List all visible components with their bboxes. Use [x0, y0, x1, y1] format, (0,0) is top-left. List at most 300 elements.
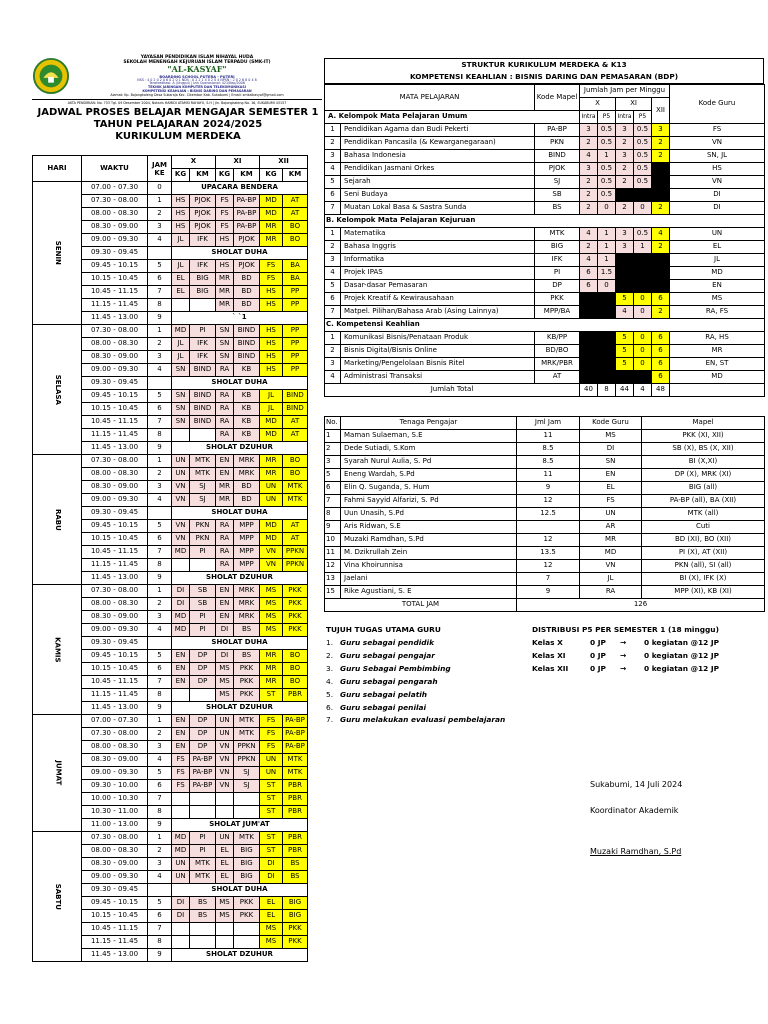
teacher-subject-cell: BIG: [283, 910, 308, 923]
pengajar-col-jml: Jml Jam: [517, 417, 580, 430]
pengajar-cell: 15: [325, 586, 341, 599]
pengajar-total-row: [325, 599, 765, 612]
struktur-cell: EL: [670, 241, 765, 254]
teacher-subject-cell: BIND: [190, 390, 216, 403]
teacher-subject-cell: PI: [190, 546, 216, 559]
letterhead: [32, 55, 322, 103]
teacher-subject-cell: MD: [260, 520, 283, 533]
struktur-cell: DI: [670, 202, 765, 215]
teacher-subject-cell: PJOK: [190, 195, 216, 208]
teacher-subject-cell: MD: [260, 533, 283, 546]
teacher-subject-cell: DP: [190, 728, 216, 741]
struktur-col-x-p5: P5: [598, 111, 616, 124]
struktur-cell: Komunikasi Bisnis/Penataan Produk: [341, 332, 535, 345]
period-cell: 6: [148, 663, 172, 676]
teacher-subject-cell: BO: [283, 676, 308, 689]
period-cell: 5: [148, 650, 172, 663]
teacher-subject-cell: MD: [260, 195, 283, 208]
period-cell: 1: [148, 715, 172, 728]
tugas-item: [326, 714, 505, 727]
struktur-cell: BIND: [535, 150, 580, 163]
struktur-row: [325, 280, 765, 293]
teacher-subject-cell: BIND: [283, 403, 308, 416]
teacher-subject-cell: AT: [283, 416, 308, 429]
activity-cell: SHOLAT DUHA: [172, 637, 308, 650]
teacher-subject-cell: KB: [234, 390, 260, 403]
struktur-col-x: X: [580, 98, 616, 111]
struktur-cell: Projek Kreatif & Kewirausahaan: [341, 293, 535, 306]
teacher-subject-cell: JL: [260, 403, 283, 416]
tugas-list: [326, 637, 505, 727]
struktur-cell: 0: [634, 332, 652, 345]
time-cell: 11.45 - 13.00: [82, 572, 148, 585]
struktur-cell: 5: [616, 345, 634, 358]
teacher-subject-cell: MTK: [234, 832, 260, 845]
teacher-subject-cell: MD: [172, 624, 190, 637]
struktur-table: [324, 84, 765, 397]
period-cell: 5: [148, 767, 172, 780]
p5-distribution: [532, 625, 744, 676]
time-cell: 09.30 - 09.45: [82, 884, 148, 897]
teacher-subject-cell: MPP: [234, 533, 260, 546]
struktur-cell: 4: [652, 228, 670, 241]
teacher-subject-cell: HS: [260, 338, 283, 351]
struktur-total-row: [325, 384, 765, 397]
teacher-subject-cell: MD: [172, 832, 190, 845]
teacher-subject-cell: VN: [172, 533, 190, 546]
struktur-cell: 2: [652, 150, 670, 163]
school-name: "AL-KASYAF": [167, 64, 227, 75]
teacher-subject-cell: [234, 793, 260, 806]
period-cell: 6: [148, 533, 172, 546]
pengajar-cell: Aris Ridwan, S.E: [341, 521, 517, 534]
struktur-cell: 1: [634, 241, 652, 254]
time-cell: 10.15 - 10.45: [82, 910, 148, 923]
teacher-subject-cell: JL: [260, 390, 283, 403]
teacher-subject-cell: FS: [260, 728, 283, 741]
pengajar-cell: 7: [325, 495, 341, 508]
activity-cell: SHOLAT DZUHUR: [172, 572, 308, 585]
struktur-cell: [634, 280, 652, 293]
struktur-cell: MD: [670, 371, 765, 384]
time-cell: 11.15 - 11.45: [82, 689, 148, 702]
pengajar-cell: 7: [517, 573, 580, 586]
struktur-cell: 6: [580, 267, 598, 280]
pengajar-cell: 8: [325, 508, 341, 521]
struktur-cell: 3: [325, 358, 341, 371]
time-cell: 11.15 - 11.45: [82, 559, 148, 572]
struktur-cell: 0.5: [598, 163, 616, 176]
p5-arrow: →: [620, 650, 627, 660]
struktur-cell: 2: [616, 137, 634, 150]
teacher-subject-cell: SJ: [190, 481, 216, 494]
struktur-cell: 0.5: [634, 176, 652, 189]
struktur-row: [325, 332, 765, 345]
page-title: [32, 107, 324, 143]
tugas-item: [326, 689, 505, 702]
pengajar-cell: Uun Unasih, S.Pd: [341, 508, 517, 521]
pengajar-cell: 13.5: [517, 547, 580, 560]
teacher-subject-cell: VN: [260, 559, 283, 572]
period-cell: 3: [148, 741, 172, 754]
period-cell: 9: [148, 702, 172, 715]
time-cell: 09.30 - 09.45: [82, 247, 148, 260]
teacher-subject-cell: MTK: [283, 754, 308, 767]
struktur-body: [325, 124, 765, 397]
pengajar-cell: [517, 521, 580, 534]
teacher-subject-cell: BS: [283, 871, 308, 884]
tugas-item-text: Guru sebagai penilai: [340, 702, 427, 712]
struktur-cell: Muatan Lokal Basa & Sastra Sunda: [341, 202, 535, 215]
teacher-subject-cell: BIG: [283, 897, 308, 910]
school-logo-icon: [32, 57, 70, 95]
tugas-item-number: 1.: [326, 638, 334, 647]
struktur-cell: Bisnis Digital/Bisnis Online: [341, 345, 535, 358]
pengajar-cell: EL: [580, 482, 642, 495]
teacher-subject-cell: AT: [283, 429, 308, 442]
tugas-item-number: 5.: [326, 689, 334, 699]
time-cell: 09.30 - 09.45: [82, 637, 148, 650]
period-cell: [148, 247, 172, 260]
teacher-subject-cell: VN: [172, 494, 190, 507]
struktur-cell: [598, 332, 616, 345]
activity-cell: ` `1: [172, 312, 308, 325]
teacher-subject-cell: SJ: [190, 494, 216, 507]
teacher-subject-cell: MS: [216, 689, 234, 702]
teacher-subject-cell: JL: [172, 338, 190, 351]
teacher-subject-cell: UN: [172, 455, 190, 468]
teacher-subject-cell: PBR: [283, 689, 308, 702]
teacher-subject-cell: MTK: [190, 455, 216, 468]
teacher-subject-cell: PA-BP: [283, 728, 308, 741]
struktur-row: [325, 306, 765, 319]
title-line-1: JADWAL PROSES BELAJAR MENGAJAR SEMESTER 1: [37, 107, 319, 118]
teacher-subject-cell: UN: [216, 715, 234, 728]
teacher-subject-cell: MR: [260, 676, 283, 689]
teacher-subject-cell: PA-BP: [190, 754, 216, 767]
period-cell: 1: [148, 585, 172, 598]
struktur-cell: 7: [325, 306, 341, 319]
pengajar-row: [325, 560, 765, 573]
tugas-item-number: 6.: [326, 702, 334, 712]
activity-cell: SHOLAT DUHA: [172, 507, 308, 520]
period-cell: 3: [148, 858, 172, 871]
pengajar-cell: Eneng Wardah, S.Pd: [341, 469, 517, 482]
teacher-subject-cell: PJOK: [190, 221, 216, 234]
tugas-item-number: 2.: [326, 650, 334, 660]
time-cell: 07.30 - 08.00: [82, 585, 148, 598]
struktur-cell: [652, 163, 670, 176]
struktur-cell: 1.5: [598, 267, 616, 280]
teacher-subject-cell: PBR: [283, 845, 308, 858]
struktur-total-value: 8: [598, 384, 616, 397]
struktur-cell: 0: [598, 280, 616, 293]
tugas-item: [326, 637, 505, 650]
teacher-subject-cell: BS: [234, 624, 260, 637]
time-cell: 09.30 - 09.45: [82, 507, 148, 520]
struktur-cell: 0.5: [634, 150, 652, 163]
schedule-table: [32, 155, 308, 962]
pengajar-cell: DI: [580, 443, 642, 456]
period-cell: 1: [148, 455, 172, 468]
teacher-subject-cell: RA: [216, 364, 234, 377]
period-cell: 4: [148, 364, 172, 377]
tugas-item-number: 7.: [326, 715, 334, 725]
teacher-subject-cell: MD: [172, 845, 190, 858]
time-cell: 07.30 - 08.00: [82, 325, 148, 338]
time-cell: 10.15 - 10.45: [82, 403, 148, 416]
struktur-cell: 2: [616, 176, 634, 189]
p5-jp: 0 JP: [590, 650, 606, 660]
teacher-subject-cell: [216, 936, 234, 949]
sign-place-date: Sukabumi, 14 Juli 2024: [590, 780, 683, 789]
teacher-subject-cell: PP: [283, 364, 308, 377]
struktur-total-empty: [670, 384, 765, 397]
teacher-subject-cell: [234, 806, 260, 819]
time-cell: 11.45 - 13.00: [82, 442, 148, 455]
teacher-subject-cell: HS: [260, 325, 283, 338]
col-xii: XII: [260, 156, 308, 169]
time-cell: 09.00 - 09.30: [82, 234, 148, 247]
teacher-subject-cell: EL: [216, 845, 234, 858]
pengajar-cell: Syarah Nurul Aulia, S. Pd: [341, 456, 517, 469]
pengajar-cell: FS: [580, 495, 642, 508]
struktur-cell: BIG: [535, 241, 580, 254]
teacher-subject-cell: ST: [260, 689, 283, 702]
struktur-cell: [580, 371, 598, 384]
pengajar-cell: 6: [325, 482, 341, 495]
period-cell: 7: [148, 676, 172, 689]
struktur-cell: PJOK: [535, 163, 580, 176]
struktur-cell: [616, 254, 634, 267]
teacher-subject-cell: MD: [260, 208, 283, 221]
teacher-subject-cell: PA-BP: [190, 767, 216, 780]
teacher-subject-cell: [172, 923, 190, 936]
struktur-cell: [634, 254, 652, 267]
col-x-kg: KG: [172, 169, 190, 182]
teacher-subject-cell: RA: [216, 559, 234, 572]
time-cell: 08.30 - 09.00: [82, 754, 148, 767]
teacher-subject-cell: PKN: [190, 520, 216, 533]
pengajar-cell: BD (XI), BO (XII): [642, 534, 765, 547]
struktur-cell: 2: [325, 345, 341, 358]
teacher-subject-cell: BIG: [234, 845, 260, 858]
pengajar-body: [325, 430, 765, 612]
struktur-cell: MTK: [535, 228, 580, 241]
teacher-subject-cell: HS: [260, 351, 283, 364]
time-cell: 11.15 - 11.45: [82, 429, 148, 442]
struktur-cell: [580, 306, 598, 319]
pengajar-cell: 11: [325, 547, 341, 560]
struktur-total-value: 44: [616, 384, 634, 397]
struktur-cell: UN: [670, 228, 765, 241]
struktur-row: [325, 228, 765, 241]
struktur-cell: [652, 267, 670, 280]
teacher-subject-cell: FS: [172, 767, 190, 780]
activity-cell: SHOLAT DZUHUR: [172, 442, 308, 455]
teacher-subject-cell: [172, 806, 190, 819]
teacher-subject-cell: PBR: [283, 832, 308, 845]
teacher-subject-cell: VN: [216, 741, 234, 754]
teacher-subject-cell: EL: [172, 286, 190, 299]
teacher-subject-cell: PKK: [234, 689, 260, 702]
teacher-subject-cell: UN: [260, 767, 283, 780]
period-cell: [148, 884, 172, 897]
teacher-subject-cell: PA-BP: [283, 715, 308, 728]
teacher-subject-cell: HS: [172, 221, 190, 234]
period-cell: 7: [148, 546, 172, 559]
struktur-cell: 2: [652, 202, 670, 215]
pengajar-cell: Dede Sutiadi, S.Kom: [341, 443, 517, 456]
time-cell: 08.30 - 09.00: [82, 611, 148, 624]
struktur-cell: 3: [616, 150, 634, 163]
struktur-cell: PA-BP: [535, 124, 580, 137]
teacher-subject-cell: PPKN: [234, 754, 260, 767]
struktur-cell: [598, 306, 616, 319]
time-cell: 08.30 - 09.00: [82, 481, 148, 494]
col-jamke: JAM KE: [148, 156, 172, 182]
teacher-subject-cell: BD: [234, 481, 260, 494]
teacher-subject-cell: SN: [172, 416, 190, 429]
struktur-row: [325, 189, 765, 202]
teacher-subject-cell: JL: [172, 234, 190, 247]
struktur-cell: 2: [580, 176, 598, 189]
teacher-subject-cell: BD: [234, 494, 260, 507]
teacher-subject-cell: UN: [172, 871, 190, 884]
teacher-subject-cell: FS: [216, 208, 234, 221]
struktur-cell: 6: [580, 280, 598, 293]
period-cell: [148, 637, 172, 650]
struktur-cell: 6: [652, 293, 670, 306]
time-cell: 08.00 - 08.30: [82, 208, 148, 221]
teacher-subject-cell: DI: [216, 624, 234, 637]
struktur-cell: Seni Budaya: [341, 189, 535, 202]
struktur-total-value: 40: [580, 384, 598, 397]
struktur-cell: 1: [598, 254, 616, 267]
struktur-cell: DI: [670, 189, 765, 202]
time-cell: 07.30 - 08.00: [82, 728, 148, 741]
period-cell: 0: [148, 182, 172, 195]
teacher-subject-cell: MS: [216, 676, 234, 689]
teacher-subject-cell: MTK: [283, 494, 308, 507]
teacher-subject-cell: RA: [216, 520, 234, 533]
school-boarding: BOARDING SCHOOL PUTERA - PUTERI: [159, 74, 235, 79]
teacher-subject-cell: EN: [172, 741, 190, 754]
struktur-cell: HS: [670, 163, 765, 176]
day-label: JUMAT: [53, 760, 62, 786]
pengajar-cell: MPP (XI), KB (XI): [642, 586, 765, 599]
day-label: RABU: [53, 508, 62, 531]
time-cell: 11.45 - 13.00: [82, 312, 148, 325]
struktur-cell: 4: [580, 254, 598, 267]
pengajar-cell: 10: [325, 534, 341, 547]
time-cell: 08.00 - 08.30: [82, 468, 148, 481]
struktur-title: [324, 58, 764, 84]
teacher-subject-cell: PKK: [283, 585, 308, 598]
struktur-row: [325, 176, 765, 189]
struktur-cell: EN: [670, 280, 765, 293]
teacher-subject-cell: RA: [216, 390, 234, 403]
struktur-cell: 3: [325, 150, 341, 163]
teacher-subject-cell: MR: [216, 273, 234, 286]
struktur-cell: SB: [535, 189, 580, 202]
teacher-subject-cell: VN: [260, 546, 283, 559]
schedule-row: [33, 832, 308, 845]
teacher-subject-cell: DI: [260, 858, 283, 871]
teacher-subject-cell: MR: [260, 663, 283, 676]
teacher-subject-cell: ST: [260, 806, 283, 819]
tugas-item-text: Guru sebagai pelatih: [340, 689, 428, 699]
struktur-cell: SN, JL: [670, 150, 765, 163]
pengajar-cell: 1: [325, 430, 341, 443]
pengajar-row: [325, 430, 765, 443]
teacher-subject-cell: KB: [234, 429, 260, 442]
teacher-subject-cell: PP: [283, 299, 308, 312]
teacher-subject-cell: BO: [283, 455, 308, 468]
teacher-subject-cell: EL: [260, 897, 283, 910]
struktur-cell: Projek IPAS: [341, 267, 535, 280]
teacher-subject-cell: MD: [172, 546, 190, 559]
teacher-subject-cell: MRK: [234, 455, 260, 468]
teacher-subject-cell: PI: [190, 624, 216, 637]
tugas-item-number: 3.: [326, 663, 334, 673]
struktur-cell: [598, 293, 616, 306]
teacher-subject-cell: SN: [216, 351, 234, 364]
teacher-subject-cell: EN: [172, 715, 190, 728]
time-cell: 09.45 - 10.15: [82, 520, 148, 533]
teacher-subject-cell: DP: [190, 741, 216, 754]
teacher-subject-cell: MTK: [234, 728, 260, 741]
period-cell: 2: [148, 208, 172, 221]
teacher-subject-cell: [190, 299, 216, 312]
teacher-subject-cell: FS: [260, 741, 283, 754]
pengajar-cell: JL: [580, 573, 642, 586]
struktur-cell: 2: [616, 202, 634, 215]
period-cell: 7: [148, 923, 172, 936]
teacher-subject-cell: AT: [283, 195, 308, 208]
pengajar-cell: VN: [580, 560, 642, 573]
pengajar-cell: 12: [325, 560, 341, 573]
teacher-subject-cell: MD: [172, 325, 190, 338]
struktur-cell: 6: [325, 189, 341, 202]
time-cell: 07.30 - 08.00: [82, 195, 148, 208]
day-sabtu: [33, 832, 82, 962]
struktur-cell: 4: [580, 228, 598, 241]
struktur-cell: 4: [325, 163, 341, 176]
day-rabu: [33, 455, 82, 585]
time-cell: 10.45 - 11.15: [82, 286, 148, 299]
teacher-subject-cell: SN: [172, 403, 190, 416]
teacher-subject-cell: RA: [216, 546, 234, 559]
pengajar-row: [325, 443, 765, 456]
struktur-cell: 3: [616, 228, 634, 241]
pengajar-col-mapel: Mapel: [642, 417, 765, 430]
teacher-subject-cell: PI: [190, 325, 216, 338]
teacher-subject-cell: BIND: [190, 416, 216, 429]
p5-row: [532, 637, 744, 650]
struktur-total-label: Jumlah Total: [325, 384, 580, 397]
teacher-subject-cell: SN: [172, 364, 190, 377]
struktur-cell: [580, 345, 598, 358]
struktur-cell: 0: [634, 358, 652, 371]
period-cell: 8: [148, 689, 172, 702]
tugas-item-text: Guru sebagai pengajar: [340, 650, 435, 660]
schedule-row: [33, 325, 308, 338]
struktur-cell: [616, 280, 634, 293]
period-cell: 3: [148, 351, 172, 364]
struktur-cell: 2: [652, 137, 670, 150]
struktur-section-row: [325, 319, 765, 332]
